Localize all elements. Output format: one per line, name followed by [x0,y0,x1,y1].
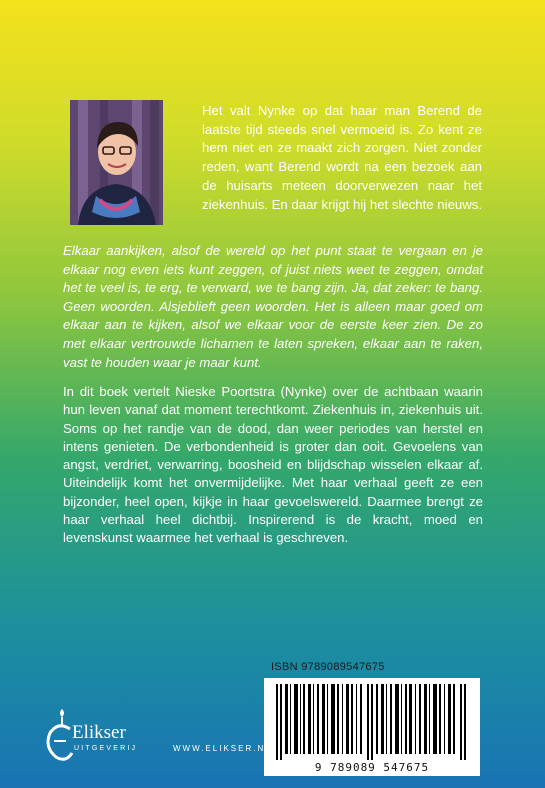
barcode-bars [276,684,468,760]
description-paragraph: In dit boek vertelt Nieske Poortstra (Nynke) over de achtbaan waarin hun leven vanaf dat moment terechtkomt. Ziekenhuis in, ziekenhuis uit. Soms op het randje van de dood, dan weer periodes van herstel en intens genieten. De verbondenheid is groter dan ooit. Gevoelens van angst, verdriet, verwarring, boosheid en blijdschap wisselen elkaar af. Uiteindelijk komt het onvermijdelijke. Met haar verhaal geeft ze een bijzonder, heel open, kijkje in haar gevoelswereld. Daarmee brengt ze haar verhaal heel dichtbij. Inspirerend is de kracht, moed en levenskunst waarmee het verhaal is geschreven. [63,384,483,546]
isbn-label: ISBN 9789089547675 [271,661,385,673]
publisher-name: Elikser [72,722,126,743]
author-photo [70,100,163,225]
quote-paragraph: Elkaar aankijken, alsof de wereld op het punt staat te vergaan en je elkaar nog even iets kunt zeggen, of juist niets weet te zeggen, omdat het te veel is, te erg, te verward, we te bang zijn. Ja, dat zeker: te bang. Geen woorden. Alsjeblieft geen woorden. Het is alleen maar goed om elkaar aan te kijken, alsof we elkaar voor de eerste keer zien. De zo met elkaar vertrouwde lichamen te laten spreken, elkaar aan te raken, vast te houden waar je maar kunt. [63,243,483,370]
author-portrait-illustration [70,100,163,225]
intro-paragraph: Het valt Nynke op dat haar man Berend de laatste tijd steeds snel vermoeid is. Zo kent ze hem niet en ze maakt zich zorgen. Niet zonder reden, want Berend wordt na een bezoek aan de huisarts meteen doorverwezen naar het ziekenhuis. En daar krijgt hij het slechte nieuws. [202,103,483,212]
publisher-website: WWW.ELIKSER.NL [173,744,272,753]
publisher-logo [40,705,160,765]
barcode [264,678,480,776]
barcode-number: 9 789089 547675 [314,761,430,774]
publisher-subtitle: UITGEVERIJ [74,745,138,752]
